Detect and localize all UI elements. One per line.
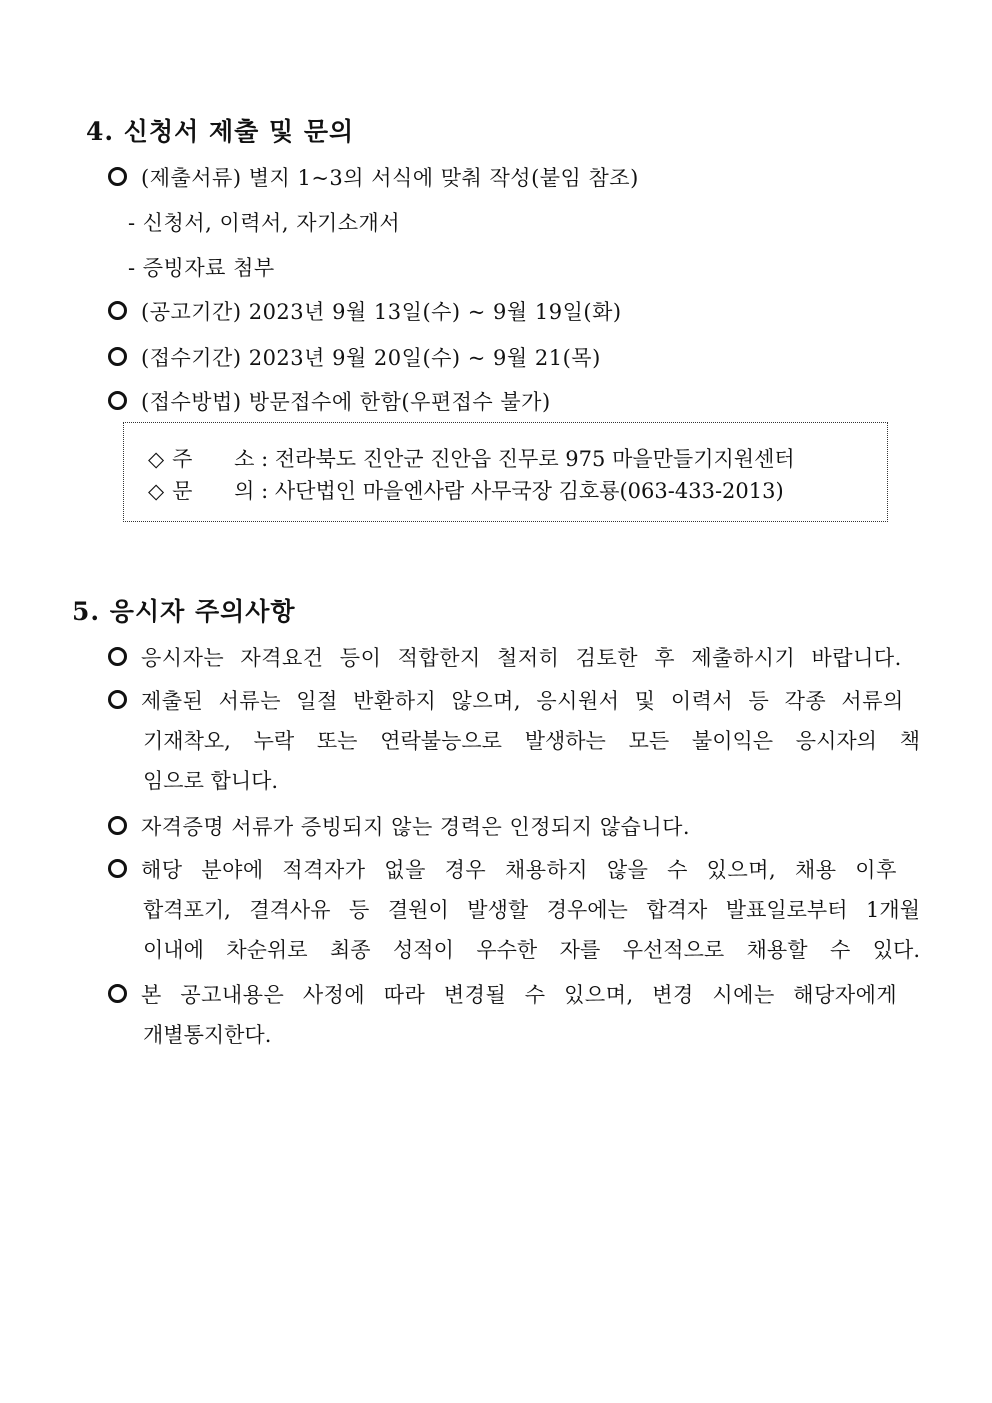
- circle-bullet-icon: [108, 347, 127, 366]
- sub-list-item: - 신청서, 이력서, 자기소개서: [128, 211, 401, 235]
- section-4-title: 4. 신청서 제출 및 문의: [86, 117, 355, 146]
- address-line: ◇ 주 소 : 전라북도 진안군 진안읍 진무로 975 마을만들기지원센터: [148, 447, 795, 471]
- circle-bullet-icon: [108, 301, 127, 320]
- list-item: 자격증명 서류가 증빙되지 않는 경력은 인정되지 않습니다.: [108, 811, 690, 841]
- list-item-continuation: 기재착오, 누락 또는 연락불능으로 발생하는 모든 불이익은 응시자의 책: [143, 729, 920, 753]
- address-value: : 전라북도 진안군 진안읍 진무로 975 마을만들기지원센터: [261, 447, 795, 471]
- circle-bullet-icon: [108, 984, 127, 1003]
- list-item-continuation: 임으로 합니다.: [143, 769, 279, 793]
- list-item: 응시자는 자격요건 등이 적합한지 철저히 검토한 후 제출하시기 바랍니다.: [108, 642, 902, 672]
- list-item: (접수방법) 방문접수에 한함(우편접수 불가): [108, 386, 551, 416]
- list-item-continuation: 개별통지한다.: [143, 1023, 272, 1047]
- sub-list-item: - 증빙자료 첨부: [128, 256, 275, 280]
- contact-box: [123, 422, 888, 522]
- list-item: (제출서류) 별지 1~3의 서식에 맞춰 작성(붙임 참조): [108, 162, 639, 192]
- diamond-icon: ◇: [148, 447, 165, 471]
- circle-bullet-icon: [108, 391, 127, 410]
- list-item: 본 공고내용은 사정에 따라 변경될 수 있으며, 변경 시에는 해당자에게: [108, 979, 897, 1009]
- circle-bullet-icon: [108, 647, 127, 666]
- inquiry-line: ◇ 문 의 : 사단법인 마을엔사람 사무국장 김호룡(063-433-2013): [148, 479, 784, 503]
- section-5-title: 5. 응시자 주의사항: [72, 597, 296, 626]
- list-item: 해당 분야에 적격자가 없을 경우 채용하지 않을 수 있으며, 채용 이후: [108, 854, 897, 884]
- diamond-icon: ◇: [148, 479, 165, 503]
- circle-bullet-icon: [108, 859, 127, 878]
- list-item: (공고기간) 2023년 9월 13일(수) ~ 9월 19일(화): [108, 296, 622, 326]
- inquiry-value: : 사단법인 마을엔사람 사무국장 김호룡(063-433-2013): [261, 479, 784, 503]
- list-item-continuation: 합격포기, 결격사유 등 결원이 발생할 경우에는 합격자 발표일로부터 1개월: [143, 898, 920, 922]
- circle-bullet-icon: [108, 167, 127, 186]
- list-item-continuation: 이내에 차순위로 최종 성적이 우수한 자를 우선적으로 채용할 수 있다.: [143, 938, 920, 962]
- circle-bullet-icon: [108, 690, 127, 709]
- list-item: (접수기간) 2023년 9월 20일(수) ~ 9월 21(목): [108, 342, 601, 372]
- list-item: 제출된 서류는 일절 반환하지 않으며, 응시원서 및 이력서 등 각종 서류의: [108, 685, 904, 715]
- circle-bullet-icon: [108, 816, 127, 835]
